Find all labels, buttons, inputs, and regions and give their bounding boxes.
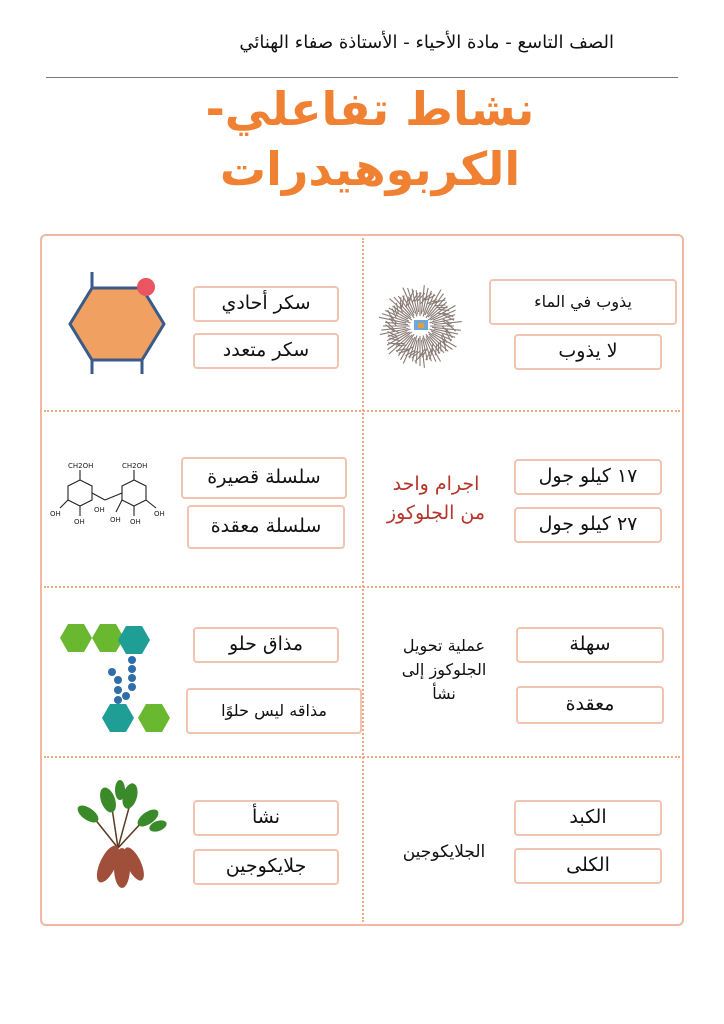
option-not-soluble[interactable]: لا يذوب [514,334,662,370]
hexagon-chain-icon [54,616,184,742]
energy-question-line-1: اجرام واحد [392,473,480,495]
process-question-label [374,634,514,706]
page-header: الصف التاسع - مادة الأحياء - الأستاذة صفاء الهنائي [239,32,614,53]
mol-label: OH [50,510,61,518]
mol-label: CH2OH [68,462,94,470]
option-not-sweet-taste[interactable]: مذاقه ليس حلوًا [186,688,362,734]
option-starch[interactable]: نشأ [193,800,339,836]
glycogen-question-label [374,840,514,866]
option-complex-chain[interactable]: سلسلة معقدة [187,505,345,549]
option-easy[interactable]: سهلة [516,627,664,663]
option-liver[interactable]: الكبد [514,800,662,836]
option-sweet-taste[interactable]: مذاق حلو [193,627,339,663]
option-polysaccharide[interactable]: سكر متعدد [193,333,339,369]
option-soluble-in-water[interactable]: يذوب في الماء [489,279,677,325]
cassava-plant-icon [72,778,168,890]
mol-label: OH [130,518,141,526]
process-question-line-2: الجلوكوز إلى [401,660,487,679]
option-complex[interactable]: معقدة [516,686,664,724]
mol-label: OH [154,510,165,518]
page-title-line-1: نشاط تفاعلي- [205,82,535,136]
page-title-line-2: الكربوهيدرات [219,142,521,196]
option-monosaccharide[interactable]: سكر أحادي [193,286,339,322]
option-27-kj[interactable]: ٢٧ كيلو جول [514,507,662,543]
mol-label: OH [94,506,105,514]
mol-label: OH [74,518,85,526]
option-17-kj[interactable]: ١٧ كيلو جول [514,459,662,495]
glycogen-molecule-icon [374,280,466,372]
option-glycogen[interactable]: جلايكوجين [193,849,339,885]
glycogen-question-line-1: الجلايكوجين [402,842,486,862]
energy-question-label [362,470,510,527]
energy-question-line-2: من الجلوكوز [386,501,486,524]
option-kidneys[interactable]: الكلى [514,848,662,884]
column-divider [362,238,364,922]
process-question-line-1: عملية تحويل [402,636,486,655]
process-question-line-3: نشأ [432,684,456,703]
option-short-chain[interactable]: سلسلة قصيرة [181,457,347,499]
mol-label: CH2OH [122,462,148,470]
header-divider [46,77,678,78]
hexagon-sugar-ring-icon [62,268,174,378]
disaccharide-structure-icon [50,458,170,528]
mol-label: OH [110,516,121,524]
